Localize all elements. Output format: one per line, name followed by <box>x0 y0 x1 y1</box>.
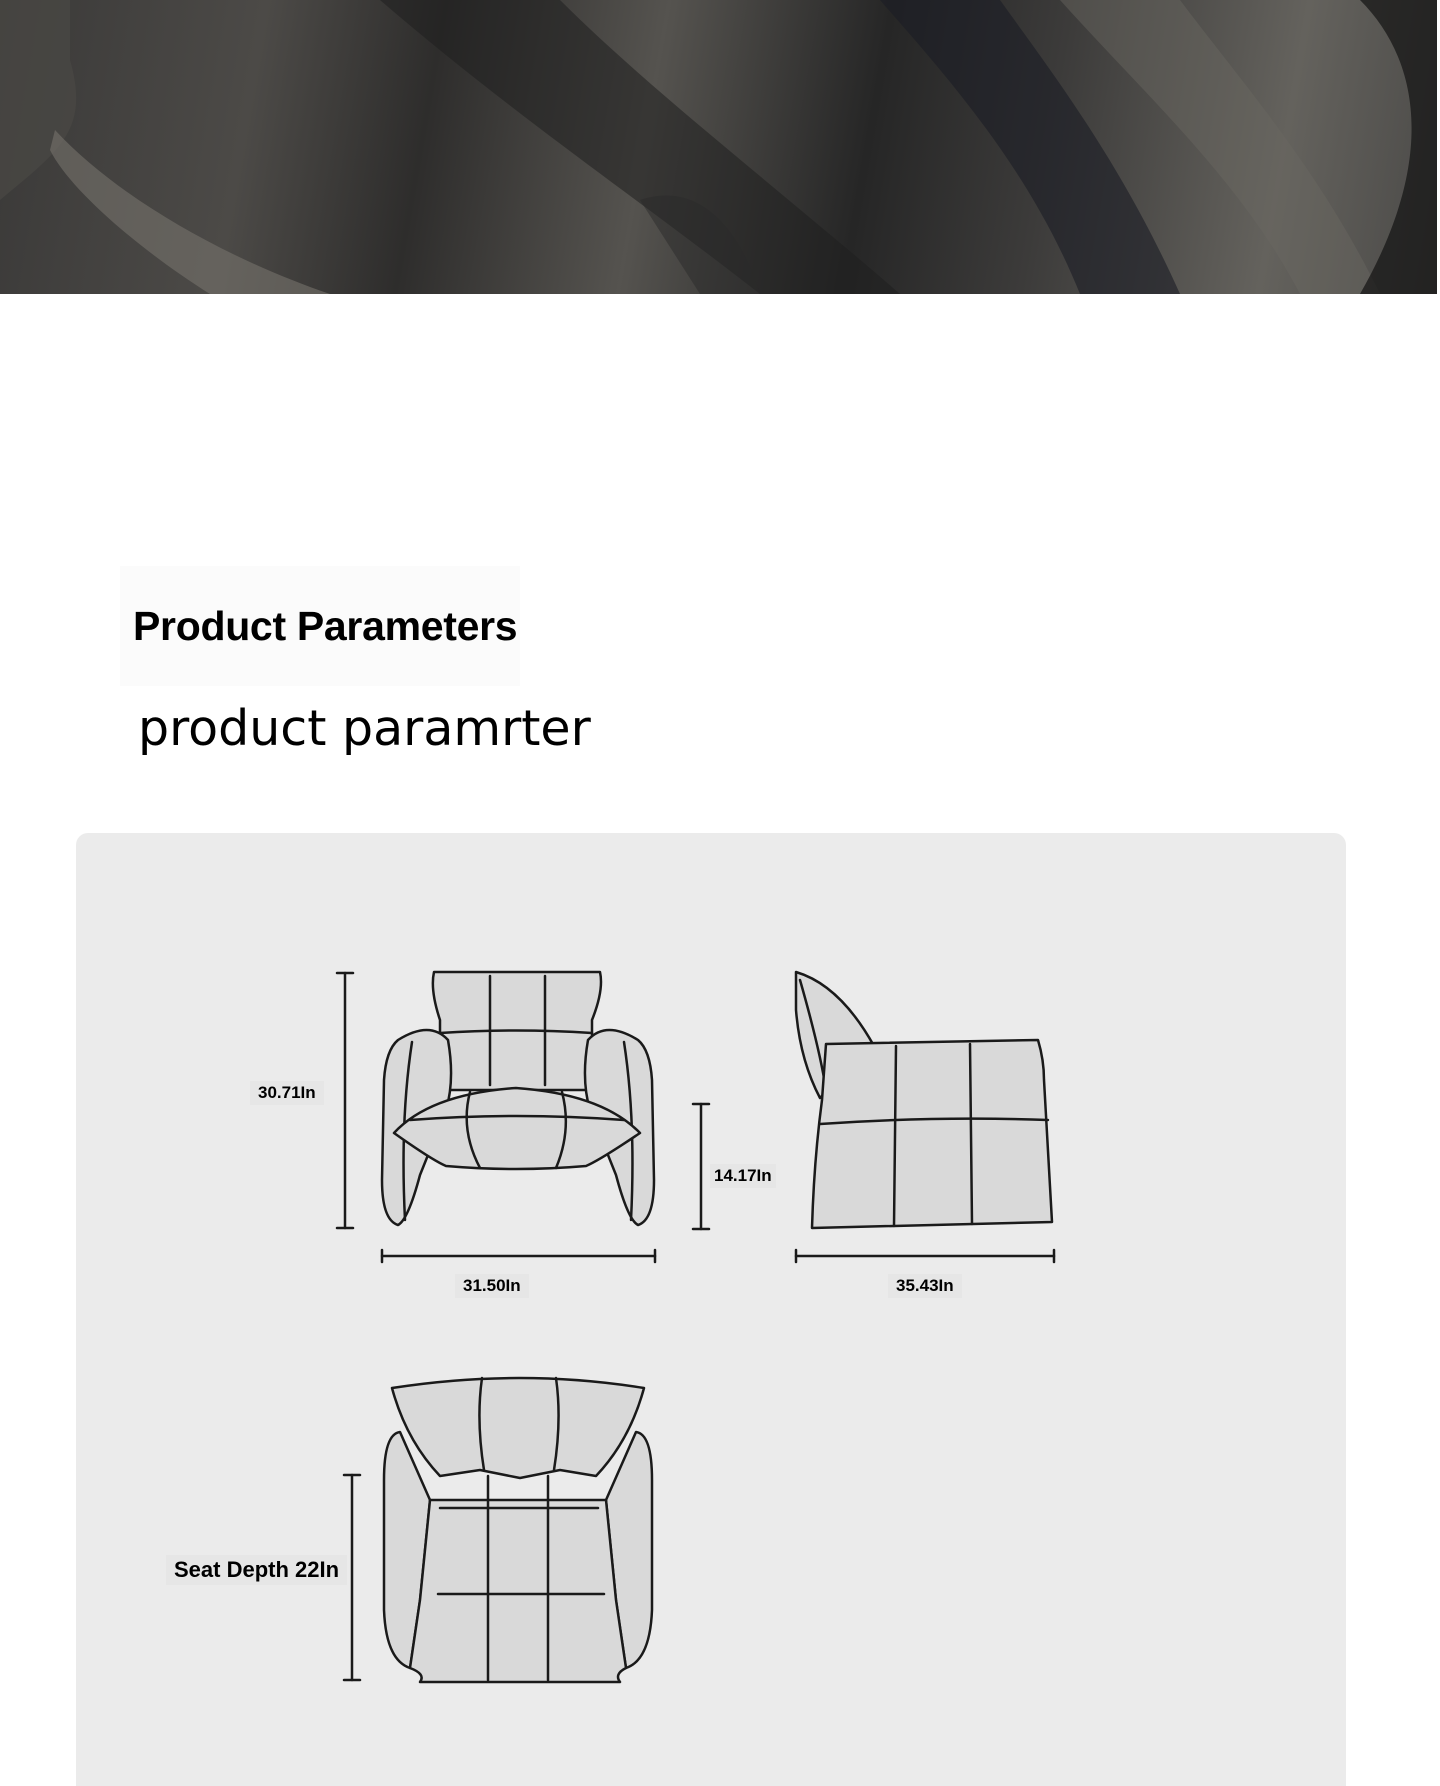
front-view-chair <box>382 972 654 1225</box>
depth-line <box>796 1250 1054 1262</box>
depth-label: 35.43In <box>888 1274 962 1298</box>
section-subtitle: product paramrter <box>138 700 591 757</box>
front-height-line <box>337 973 353 1228</box>
height-label: 30.71In <box>250 1081 324 1105</box>
seat-height-line <box>693 1104 709 1229</box>
seat-depth-label: Seat Depth 22In <box>166 1555 347 1585</box>
seat-height-label: 14.17In <box>710 1164 776 1188</box>
section-title: Product Parameters <box>133 603 518 649</box>
side-view-chair <box>796 972 1052 1228</box>
width-label: 31.50In <box>455 1274 529 1298</box>
top-view-chair <box>384 1378 652 1682</box>
width-line <box>382 1250 655 1262</box>
